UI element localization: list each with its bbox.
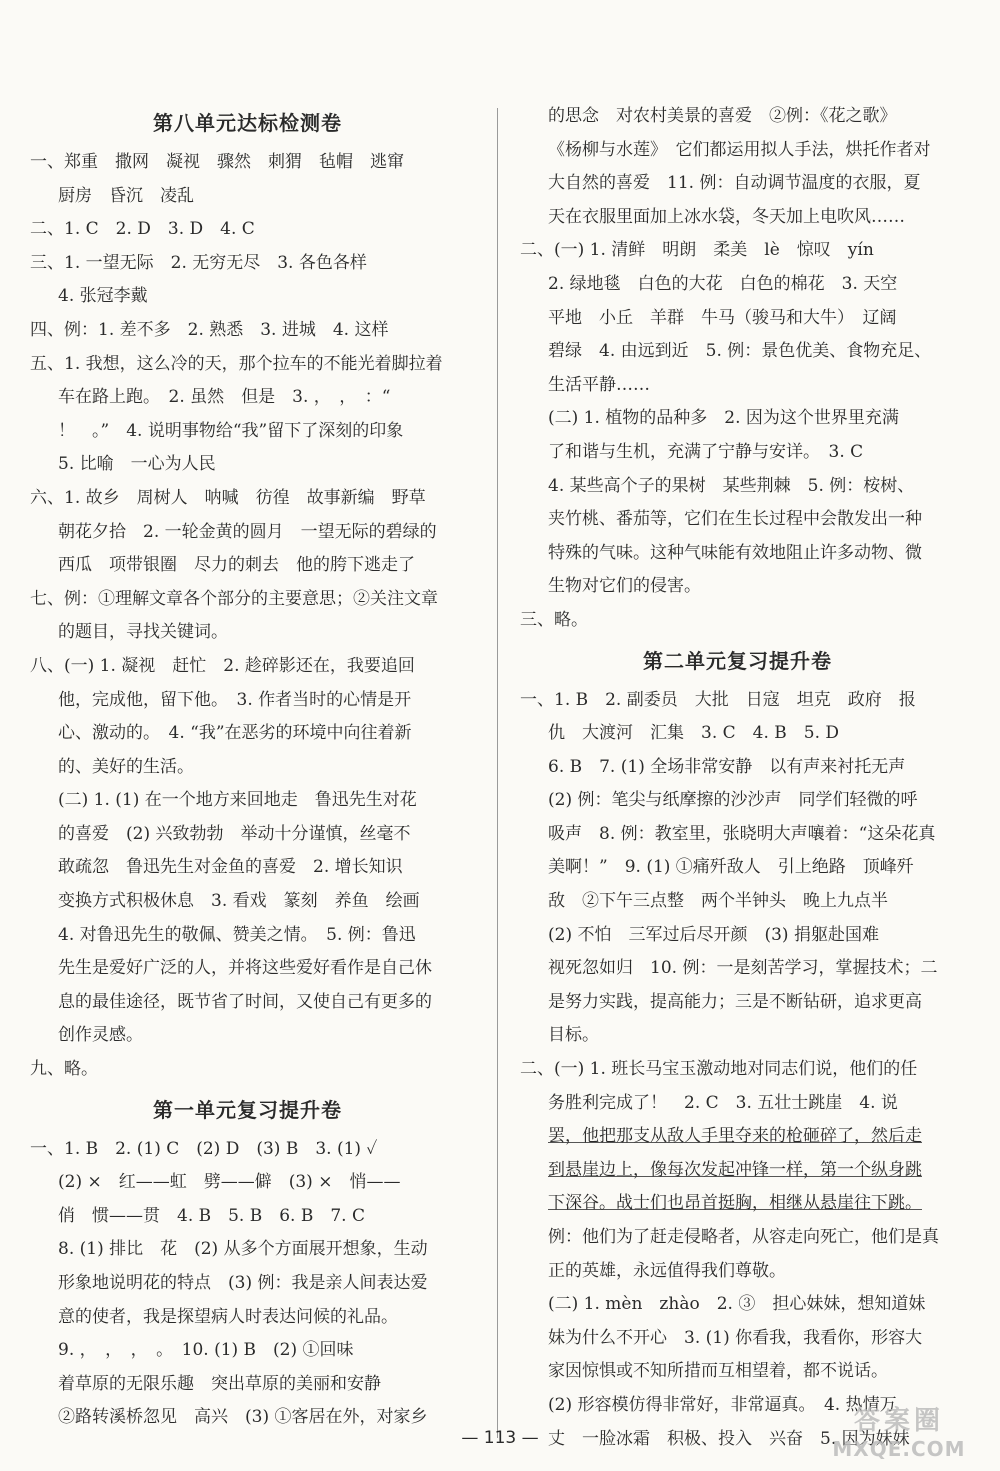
answer-line: 俏 惯——贯 4. B 5. B 6. B 7. C	[58, 1205, 365, 1226]
answer-line: (2) 例：笔尖与纸摩擦的沙沙声 同学们轻微的呼	[548, 790, 918, 811]
answer-line: 他，完成他，留下他。 3. 作者当时的心情是开	[58, 689, 412, 710]
answer-line: 6. B 7. (1) 全场非常安静 以有声来衬托无声	[548, 756, 906, 777]
right-column	[520, 100, 955, 1456]
answer-line: (2) 不怕 三军过后尽开颜 (3) 捐躯赴国难	[548, 924, 879, 945]
answer-line: (二) 1. mèn zhào 2. ③ 担心妹妹，想知道妹	[548, 1294, 926, 1315]
unit8-title: 第八单元达标检测卷	[153, 111, 342, 135]
answer-line: 一、郑重 撒网 凝视 骤然 刺猬 毡帽 逃窜	[30, 152, 404, 172]
unit1-title: 第一单元复习提升卷	[153, 1097, 342, 1122]
answer-line: 家因惊惧或不知所措而互相望着，都不说话。	[548, 1361, 888, 1382]
answer-line: 视死忽如归 10. 例：一是刻苦学习，掌握技术；二	[548, 958, 938, 979]
answer-line: 丈 一脸冰霜 积极、投入 兴奋 5. 因为妹妹	[548, 1428, 910, 1449]
answer-line: 大自然的喜爱 11. 例：自动调节温度的衣服，夏	[548, 173, 921, 194]
answer-line: ②路转溪桥忽见 高兴 (3) ①客居在外，对家乡	[58, 1407, 428, 1428]
answer-line: 4. 张冠李戴	[58, 286, 148, 307]
answer-line: 4. 对鲁迅先生的敬佩、赞美之情。 5. 例：鲁迅	[58, 924, 416, 945]
answer-line: 二、1. C 2. D 3. D 4. C	[30, 219, 255, 240]
unit1-answers	[30, 1133, 465, 1435]
answer-line: 美啊！” 9. (1) ①痛歼敌人 引上绝路 顶峰歼	[548, 857, 914, 878]
answer-line: 三、1. 一望无际 2. 无穷无尽 3. 各色各样	[30, 252, 367, 273]
watermark-logo	[804, 1400, 994, 1462]
answer-line: 《杨柳与水莲》 它们都运用拟人手法，烘托作者对	[548, 139, 931, 160]
answer-line: 特殊的气味。这种气味能有效地阻止许多动物、微	[548, 542, 922, 563]
answer-line: 四、例：1. 差不多 2. 熟悉 3. 进城 4. 这样	[30, 319, 389, 340]
answer-line: 天在衣服里面加上冰水袋，冬天加上电吹风……	[548, 206, 905, 227]
answer-line: 变换方式积极休息 3. 看戏 篆刻 养鱼 绘画	[58, 891, 420, 912]
watermark-logo-text: 答案圈	[853, 1406, 944, 1436]
watermark-url: MXQE.COM	[832, 1437, 966, 1461]
answer-line: 八、(一) 1. 凝视 赶忙 2. 趁碎影还在，我要追回	[30, 655, 415, 676]
answer-line: 先生是爱好广泛的人，并将这些爱好看作是自己休	[58, 958, 432, 979]
unit2-answers	[520, 684, 955, 1457]
answer-line: 是努力实践，提高能力；三是不断钻研，追求更高	[548, 991, 922, 1012]
unit2-title: 第二单元复习提升卷	[643, 648, 832, 673]
answer-line: 息的最佳途径，既节省了时间，又使自己有更多的	[58, 991, 432, 1012]
unit8-answers	[30, 146, 465, 1087]
answer-line: 车在路上跑。 2. 虽然 但是 3. ， ， ：“	[58, 387, 391, 408]
answer-line: 例：他们为了赶走侵略者，从容走向死亡，他们是真	[548, 1227, 939, 1247]
answer-line: 朝花夕拾 2. 一轮金黄的圆月 一望无际的碧绿的	[58, 521, 437, 542]
answer-line: (二) 1. 植物的品种多 2. 因为这个世界里充满	[548, 408, 899, 429]
answer-line: 的题目，寻找关键词。	[58, 622, 228, 643]
answer-line: 西瓜 项带银圈 尽力的刺去 他的胯下逃走了	[58, 555, 415, 576]
answer-line: 平地 小丘 羊群 牛马（骏马和大牛） 辽阔	[548, 307, 897, 328]
left-column	[30, 100, 465, 1435]
answer-line: 5. 比喻 一心为人民	[58, 454, 216, 475]
answer-line: 二、(一) 1. 清鲜 明朗 柔美 lè 惊叹 yín	[520, 240, 874, 261]
answer-line: (二) 1. (1) 在一个地方来回地走 鲁迅先生对花	[58, 790, 417, 811]
answer-line: 目标。	[548, 1025, 599, 1046]
answer-line: 五、1. 我想，这么冷的天，那个拉车的不能光着脚拉着	[30, 353, 443, 374]
answer-line: 敌 ②下午三点整 两个半钟头 晚上九点半	[548, 891, 888, 912]
answer-line: 二、(一) 1. 班长马宝玉激动地对同志们说，他们的任	[520, 1059, 918, 1080]
answer-line: 夹竹桃、番茄等，它们在生长过程中会散发出一种	[548, 509, 922, 530]
answer-line: 吸声 8. 例：教室里，张晓明大声嚷着：“这朵花真	[548, 823, 936, 844]
column-divider	[497, 108, 498, 1438]
answer-line: 9. ， ， ， 。 10. (1) B (2) ①回味	[58, 1340, 354, 1361]
answer-line: 下深谷。战士们也昂首挺胸，相继从悬崖往下跳。	[548, 1193, 922, 1214]
answer-line: 的喜爱 (2) 兴致勃勃 举动十分谨慎，丝毫不	[58, 823, 411, 844]
answer-line: (2) 形容模仿得非常好，非常逼真。 4. 热情万	[548, 1394, 897, 1415]
answer-line: (2) × 红——虹 劈——僻 (3) × 悄——	[58, 1172, 401, 1193]
answer-line: 务胜利完成了！ 2. C 3. 五壮士跳崖 4. 说	[548, 1092, 898, 1113]
answer-line: 形象地说明花的特点 (3) 例：我是亲人间表达爱	[58, 1273, 428, 1293]
answer-line: 了和谐与生机，充满了宁静与安详。 3. C	[548, 441, 864, 462]
answer-line: 正的英雄，永远值得我们尊敬。	[548, 1260, 786, 1281]
answer-line: 罢，他把那支从敌人手里夺来的枪砸碎了，然后走	[548, 1126, 922, 1147]
answer-line: 4. 某些高个子的果树 某些荆棘 5. 例：桉树、	[548, 475, 915, 496]
answer-line: 一、1. B 2. 副委员 大批 日寇 坦克 政府 报	[520, 689, 916, 710]
answer-line: 8. (1) 排比 花 (2) 从多个方面展开想象，生动	[58, 1239, 428, 1260]
answer-line: 意的使者，我是探望病人时表达问候的礼品。	[58, 1306, 398, 1327]
answer-line: 的、美好的生活。	[58, 756, 194, 777]
answer-line: 九、略。	[30, 1059, 98, 1080]
answer-line: 六、1. 故乡 周树人 呐喊 彷徨 故事新编 野草	[30, 487, 426, 508]
answer-line: 生物对它们的侵害。	[548, 576, 701, 597]
answer-line: 的思念 对农村美景的喜爱 ②例：《花之歌》	[548, 106, 897, 126]
unit1-continued-answers	[520, 100, 955, 638]
answer-line: 三、略。	[520, 609, 588, 630]
answer-line: 到悬崖边上，像每次发起冲锋一样，第一个纵身跳	[548, 1159, 922, 1180]
answer-line: 妹为什么不开心 3. (1) 你看我，我看你，形容大	[548, 1327, 923, 1348]
answer-line: 生活平静……	[548, 374, 650, 395]
answer-line: 敢疏忽 鲁迅先生对金鱼的喜爱 2. 增长知识	[58, 857, 403, 878]
answer-line: 着草原的无限乐趣 突出草原的美丽和安静	[58, 1373, 381, 1394]
answer-line: 创作灵感。	[58, 1025, 143, 1046]
answer-line: 一、1. B 2. (1) C (2) D (3) B 3. (1) ✓	[30, 1138, 378, 1159]
answer-line: 2. 绿地毯 白色的大花 白色的棉花 3. 天空	[548, 273, 898, 294]
page-number: — 113 —	[461, 1428, 539, 1448]
answer-line: 七、例：①理解文章各个部分的主要意思；②关注文章	[30, 588, 438, 609]
answer-line: 厨房 昏沉 凌乱	[58, 185, 194, 206]
answer-line: 心、激动的。 4. “我”在恶劣的环境中向往着新	[58, 723, 412, 744]
answer-line: 碧绿 4. 由远到近 5. 例：景色优美、食物充足、	[548, 341, 932, 362]
answer-line: 仇 大渡河 汇集 3. C 4. B 5. D	[548, 723, 839, 744]
answer-line: ！ 。” 4. 说明事物给“我”留下了深刻的印象	[58, 420, 404, 441]
